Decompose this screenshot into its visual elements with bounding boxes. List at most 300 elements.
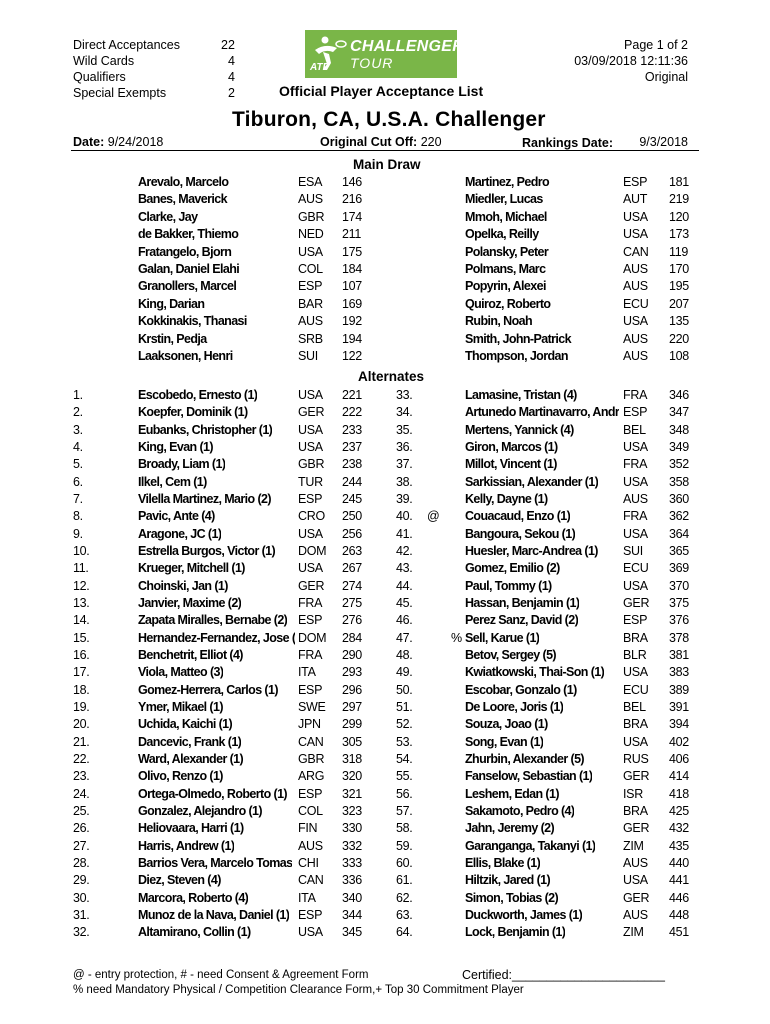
player-rank: 336 <box>342 873 362 887</box>
player-rank: 383 <box>669 665 689 679</box>
player-country: ESP <box>298 279 323 293</box>
player-name: Arevalo, Marcelo <box>138 175 229 189</box>
player-rank: 299 <box>342 717 362 731</box>
player-name: De Loore, Joris (1) <box>465 700 564 714</box>
player-name: King, Darian <box>138 297 205 311</box>
alternate-number: 10. <box>73 544 90 558</box>
alternate-number: 56. <box>396 787 413 801</box>
cutoff-label: Original Cut Off: <box>320 135 418 149</box>
player-rank: 344 <box>342 908 362 922</box>
player-country: GER <box>623 769 650 783</box>
player-name: Gomez-Herrera, Carlos (1) <box>138 683 278 697</box>
player-country: AUS <box>623 908 648 922</box>
header-divider <box>71 150 699 151</box>
player-country: SUI <box>623 544 643 558</box>
player-country: NED <box>298 227 324 241</box>
alternate-number: 60. <box>396 856 413 870</box>
player-country: ISR <box>623 787 643 801</box>
player-name: Aragone, JC (1) <box>138 527 222 541</box>
player-name: Uchida, Kaichi (1) <box>138 717 233 731</box>
player-country: USA <box>298 440 323 454</box>
alternates-title: Alternates <box>358 369 425 384</box>
player-rank: 267 <box>342 561 362 575</box>
status-mark: @ <box>427 509 440 523</box>
player-rank: 290 <box>342 648 362 662</box>
alternate-number: 1. <box>73 388 83 402</box>
player-name: Hassan, Benjamin (1) <box>465 596 580 610</box>
player-name: Garanganga, Takanyi (1) <box>465 839 596 853</box>
player-name: King, Evan (1) <box>138 440 213 454</box>
player-rank: 192 <box>342 314 362 328</box>
challenger-tour-logo <box>305 30 465 78</box>
player-country: TUR <box>298 475 323 489</box>
player-rank: 376 <box>669 613 689 627</box>
player-country: USA <box>623 735 648 749</box>
alternate-number: 19. <box>73 700 90 714</box>
player-rank: 340 <box>342 891 362 905</box>
player-rank: 375 <box>669 596 689 610</box>
player-country: CAN <box>298 735 324 749</box>
player-rank: 323 <box>342 804 362 818</box>
player-rank: 425 <box>669 804 689 818</box>
alternate-number: 50. <box>396 683 413 697</box>
player-name: Ortega-Olmedo, Roberto (1) <box>138 787 287 801</box>
player-name: de Bakker, Thiemo <box>138 227 239 241</box>
certified-line: Certified:______________________ <box>462 968 665 982</box>
alternate-number: 45. <box>396 596 413 610</box>
player-country: ESP <box>298 683 323 697</box>
alternate-number: 42. <box>396 544 413 558</box>
player-name: Munoz de la Nava, Daniel (1) <box>138 908 290 922</box>
player-country: GER <box>623 891 650 905</box>
player-country: GER <box>298 405 325 419</box>
date-info <box>73 135 163 149</box>
player-rank: 146 <box>342 175 362 189</box>
player-name: Polmans, Marc <box>465 262 546 276</box>
alternate-number: 54. <box>396 752 413 766</box>
player-name: Ward, Alexander (1) <box>138 752 244 766</box>
player-name: Ilkel, Cem (1) <box>138 475 207 489</box>
player-rank: 402 <box>669 735 689 749</box>
player-name: Viola, Matteo (3) <box>138 665 224 679</box>
player-rank: 119 <box>669 245 689 259</box>
player-country: ESA <box>298 175 323 189</box>
player-rank: 293 <box>342 665 362 679</box>
player-country: AUS <box>623 492 648 506</box>
player-name: Gonzalez, Alejandro (1) <box>138 804 262 818</box>
rankings-value: 9/3/2018 <box>639 135 688 149</box>
player-country: USA <box>298 388 323 402</box>
player-name: Kwiatkowski, Thai-Son (1) <box>465 665 605 679</box>
cutoff-info <box>320 135 442 149</box>
player-rank: 237 <box>342 440 362 454</box>
player-name: Granollers, Marcel <box>138 279 237 293</box>
logo-text-tour: TOUR <box>350 55 394 71</box>
alternate-number: 36. <box>396 440 413 454</box>
stat-label: Direct Acceptances <box>73 38 180 52</box>
player-country: CHI <box>298 856 319 870</box>
alternate-number: 7. <box>73 492 83 506</box>
player-country: USA <box>623 210 648 224</box>
player-country: AUS <box>623 332 648 346</box>
alternate-number: 52. <box>396 717 413 731</box>
player-name: Fanselow, Sebastian (1) <box>465 769 593 783</box>
alternate-number: 32. <box>73 925 90 939</box>
alternate-number: 57. <box>396 804 413 818</box>
logo-text-challenger: CHALLENGER <box>350 38 465 55</box>
player-rank: 349 <box>669 440 689 454</box>
player-name: Benchetrit, Elliot (4) <box>138 648 243 662</box>
alternate-number: 18. <box>73 683 90 697</box>
alternate-number: 49. <box>396 665 413 679</box>
player-rank: 432 <box>669 821 689 835</box>
alternate-number: 62. <box>396 891 413 905</box>
player-country: ECU <box>623 683 649 697</box>
player-name: Popyrin, Alexei <box>465 279 546 293</box>
player-name: Koepfer, Dominik (1) <box>138 405 248 419</box>
player-country: ESP <box>623 405 648 419</box>
player-country: FRA <box>623 457 648 471</box>
main-draw-title: Main Draw <box>353 157 421 172</box>
player-name: Heliovaara, Harri (1) <box>138 821 244 835</box>
player-country: AUS <box>623 856 648 870</box>
date-label: Date: <box>73 135 105 149</box>
player-name: Kelly, Dayne (1) <box>465 492 548 506</box>
player-country: DOM <box>298 631 327 645</box>
player-name: Duckworth, James (1) <box>465 908 583 922</box>
player-name: Lock, Benjamin (1) <box>465 925 566 939</box>
player-name: Pavic, Ante (4) <box>138 509 215 523</box>
player-name: Laaksonen, Henri <box>138 349 233 363</box>
alternate-number: 25. <box>73 804 90 818</box>
player-country: CAN <box>623 245 649 259</box>
player-country: BAR <box>298 297 323 311</box>
player-rank: 173 <box>669 227 689 241</box>
player-rank: 446 <box>669 891 689 905</box>
player-rank: 169 <box>342 297 362 311</box>
player-rank: 391 <box>669 700 689 714</box>
player-rank: 233 <box>342 423 362 437</box>
player-name: Jahn, Jeremy (2) <box>465 821 555 835</box>
list-title: Official Player Acceptance List <box>279 83 484 99</box>
player-rank: 365 <box>669 544 689 558</box>
alternate-number: 63. <box>396 908 413 922</box>
player-rank: 320 <box>342 769 362 783</box>
alternate-number: 15. <box>73 631 90 645</box>
player-rank: 448 <box>669 908 689 922</box>
player-rank: 305 <box>342 735 362 749</box>
alternate-number: 20. <box>73 717 90 731</box>
player-name: Hiltzik, Jared (1) <box>465 873 551 887</box>
player-rank: 414 <box>669 769 689 783</box>
player-country: ARG <box>298 769 325 783</box>
player-rank: 221 <box>342 388 362 402</box>
date-value: 9/24/2018 <box>107 135 164 149</box>
player-rank: 440 <box>669 856 689 870</box>
player-rank: 297 <box>342 700 362 714</box>
footer-legend-1: @ - entry protection, # - need Consent & Agreement Form <box>73 969 369 981</box>
player-name: Gomez, Emilio (2) <box>465 561 560 575</box>
player-name: Paul, Tommy (1) <box>465 579 552 593</box>
alternate-number: 44. <box>396 579 413 593</box>
player-rank: 362 <box>669 509 689 523</box>
player-rank: 451 <box>669 925 689 939</box>
player-rank: 207 <box>669 297 689 311</box>
alternate-number: 46. <box>396 613 413 627</box>
player-country: GER <box>623 596 650 610</box>
status-mark: % <box>451 631 462 645</box>
alternate-number: 6. <box>73 475 83 489</box>
player-name: Fratangelo, Bjorn <box>138 245 232 259</box>
alternate-number: 43. <box>396 561 413 575</box>
player-country: AUS <box>623 262 648 276</box>
player-rank: 296 <box>342 683 362 697</box>
event-title: Tiburon, CA, U.S.A. Challenger <box>232 108 546 131</box>
player-name: Olivo, Renzo (1) <box>138 769 223 783</box>
player-name: Giron, Marcos (1) <box>465 440 558 454</box>
player-rank: 378 <box>669 631 689 645</box>
player-name: Banes, Maverick <box>138 192 227 206</box>
player-name: Sarkissian, Alexander (1) <box>465 475 599 489</box>
player-rank: 394 <box>669 717 689 731</box>
player-country: AUS <box>298 839 323 853</box>
alternate-number: 55. <box>396 769 413 783</box>
player-rank: 276 <box>342 613 362 627</box>
player-country: USA <box>623 665 648 679</box>
player-country: ESP <box>298 492 323 506</box>
player-rank: 318 <box>342 752 362 766</box>
stat-label: Wild Cards <box>73 54 135 68</box>
player-country: ESP <box>298 787 323 801</box>
player-rank: 219 <box>669 192 689 206</box>
player-rank: 275 <box>342 596 362 610</box>
player-rank: 370 <box>669 579 689 593</box>
player-country: GER <box>298 579 325 593</box>
player-rank: 274 <box>342 579 362 593</box>
player-rank: 194 <box>342 332 362 346</box>
player-country: ITA <box>298 665 316 679</box>
player-rank: 216 <box>342 192 362 206</box>
player-rank: 332 <box>342 839 362 853</box>
player-rank: 174 <box>342 210 362 224</box>
rankings-label: Rankings Date: <box>522 136 613 150</box>
player-name: Barrios Vera, Marcelo Tomas <box>138 856 293 870</box>
alternate-number: 58. <box>396 821 413 835</box>
player-country: SUI <box>298 349 318 363</box>
player-rank: 195 <box>669 279 689 293</box>
player-country: USA <box>623 475 648 489</box>
player-country: ZIM <box>623 839 644 853</box>
player-rank: 181 <box>669 175 689 189</box>
player-country: USA <box>623 579 648 593</box>
alternate-number: 33. <box>396 388 413 402</box>
player-rank: 369 <box>669 561 689 575</box>
player-rank: 333 <box>342 856 362 870</box>
player-rank: 441 <box>669 873 689 887</box>
alternate-number: 4. <box>73 440 83 454</box>
alternate-number: 14. <box>73 613 90 627</box>
alternate-number: 34. <box>396 405 413 419</box>
player-name: Harris, Andrew (1) <box>138 839 235 853</box>
player-name: Song, Evan (1) <box>465 735 544 749</box>
player-rank: 348 <box>669 423 689 437</box>
player-country: AUS <box>623 349 648 363</box>
alternate-number: 35. <box>396 423 413 437</box>
player-country: COL <box>298 804 323 818</box>
player-name: Zhurbin, Alexander (5) <box>465 752 584 766</box>
player-country: USA <box>298 561 323 575</box>
player-name: Smith, John-Patrick <box>465 332 571 346</box>
player-name: Clarke, Jay <box>138 210 198 224</box>
player-country: USA <box>623 227 648 241</box>
player-rank: 360 <box>669 492 689 506</box>
alternate-number: 51. <box>396 700 413 714</box>
player-name: Choinski, Jan (1) <box>138 579 228 593</box>
stat-value: 2 <box>228 86 235 100</box>
player-name: Vilella Martinez, Mario (2) <box>138 492 271 506</box>
player-name: Thompson, Jordan <box>465 349 568 363</box>
player-name: Sakamoto, Pedro (4) <box>465 804 575 818</box>
player-country: AUS <box>298 192 323 206</box>
player-rank: 107 <box>342 279 362 293</box>
alternate-number: 12. <box>73 579 90 593</box>
alternate-number: 37. <box>396 457 413 471</box>
player-country: BLR <box>623 648 647 662</box>
alternate-number: 64. <box>396 925 413 939</box>
player-name: Ellis, Blake (1) <box>465 856 541 870</box>
player-country: FRA <box>298 648 323 662</box>
logo-text-atp: ATP <box>310 62 330 73</box>
player-rank: 346 <box>669 388 689 402</box>
player-rank: 256 <box>342 527 362 541</box>
alternate-number: 21. <box>73 735 90 749</box>
player-country: FRA <box>623 388 648 402</box>
player-country: BRA <box>623 804 648 818</box>
player-name: Galan, Daniel Elahi <box>138 262 240 276</box>
player-country: FRA <box>623 509 648 523</box>
alternate-number: 47. <box>396 631 413 645</box>
alternate-number: 9. <box>73 527 83 541</box>
stat-value: 4 <box>228 54 235 68</box>
player-rank: 347 <box>669 405 689 419</box>
player-rank: 244 <box>342 475 362 489</box>
player-name: Polansky, Peter <box>465 245 549 259</box>
player-rank: 406 <box>669 752 689 766</box>
alternate-number: 26. <box>73 821 90 835</box>
player-country: GBR <box>298 210 325 224</box>
alternate-number: 28. <box>73 856 90 870</box>
stat-value: 4 <box>228 70 235 84</box>
player-name: Martinez, Pedro <box>465 175 550 189</box>
alternate-number: 3. <box>73 423 83 437</box>
player-name: Estrella Burgos, Victor (1) <box>138 544 276 558</box>
player-name: Bangoura, Sekou (1) <box>465 527 576 541</box>
player-name: Mertens, Yannick (4) <box>465 423 574 437</box>
player-name: Hernandez-Fernandez, Jose ( <box>138 631 296 645</box>
player-name: Huesler, Marc-Andrea (1) <box>465 544 598 558</box>
player-name: Eubanks, Christopher (1) <box>138 423 273 437</box>
alternate-number: 2. <box>73 405 83 419</box>
player-name: Millot, Vincent (1) <box>465 457 557 471</box>
player-country: FIN <box>298 821 318 835</box>
player-country: ECU <box>623 561 649 575</box>
player-name: Opelka, Reilly <box>465 227 539 241</box>
player-rank: 245 <box>342 492 362 506</box>
player-country: ESP <box>623 175 648 189</box>
player-rank: 284 <box>342 631 362 645</box>
player-rank: 238 <box>342 457 362 471</box>
alternate-number: 61. <box>396 873 413 887</box>
player-country: AUT <box>623 192 648 206</box>
stat-label: Special Exempts <box>73 86 167 100</box>
player-rank: 345 <box>342 925 362 939</box>
player-country: ESP <box>298 613 323 627</box>
footer-legend-2: % need Mandatory Physical / Competition Clearance Form,+ Top 30 Commitment Player <box>73 984 524 996</box>
alternate-number: 30. <box>73 891 90 905</box>
player-country: BRA <box>623 717 648 731</box>
report-version: Original <box>644 70 688 84</box>
alternate-number: 27. <box>73 839 90 853</box>
cutoff-value: 220 <box>420 135 442 149</box>
player-country: BEL <box>623 423 646 437</box>
player-country: GBR <box>298 752 325 766</box>
player-name: Marcora, Roberto (4) <box>138 891 249 905</box>
player-name: Broady, Liam (1) <box>138 457 226 471</box>
player-name: Altamirano, Collin (1) <box>138 925 251 939</box>
player-name: Dancevic, Frank (1) <box>138 735 242 749</box>
alternate-number: 16. <box>73 648 90 662</box>
player-rank: 211 <box>342 227 362 241</box>
player-name: Mmoh, Michael <box>465 210 547 224</box>
player-name: Sell, Karue (1) <box>465 631 540 645</box>
player-name: Janvier, Maxime (2) <box>138 596 242 610</box>
player-country: GBR <box>298 457 325 471</box>
alternate-number: 48. <box>396 648 413 662</box>
player-name: Betov, Sergey (5) <box>465 648 556 662</box>
player-country: FRA <box>298 596 323 610</box>
page-number: Page 1 of 2 <box>624 38 688 52</box>
alternate-number: 31. <box>73 908 90 922</box>
player-rank: 184 <box>342 262 362 276</box>
player-name: Artunedo Martinavarro, Andr <box>465 405 620 419</box>
player-country: AUS <box>623 279 648 293</box>
alternate-number: 13. <box>73 596 90 610</box>
player-rank: 250 <box>342 509 362 523</box>
player-rank: 364 <box>669 527 689 541</box>
player-rank: 120 <box>669 210 689 224</box>
alternate-number: 41. <box>396 527 413 541</box>
player-name: Souza, Joao (1) <box>465 717 548 731</box>
alternate-number: 23. <box>73 769 90 783</box>
alternate-number: 40. <box>396 509 413 523</box>
player-country: SWE <box>298 700 326 714</box>
player-country: GER <box>623 821 650 835</box>
alternate-number: 38. <box>396 475 413 489</box>
player-country: USA <box>623 873 648 887</box>
alternate-number: 22. <box>73 752 90 766</box>
player-country: ZIM <box>623 925 644 939</box>
alternate-number: 39. <box>396 492 413 506</box>
player-rank: 389 <box>669 683 689 697</box>
alternate-number: 11. <box>73 561 89 575</box>
player-name: Perez Sanz, David (2) <box>465 613 579 627</box>
player-country: COL <box>298 262 323 276</box>
alternate-number: 53. <box>396 735 413 749</box>
alternate-number: 29. <box>73 873 90 887</box>
player-rank: 352 <box>669 457 689 471</box>
stat-label: Qualifiers <box>73 70 126 84</box>
player-name: Couacaud, Enzo (1) <box>465 509 571 523</box>
